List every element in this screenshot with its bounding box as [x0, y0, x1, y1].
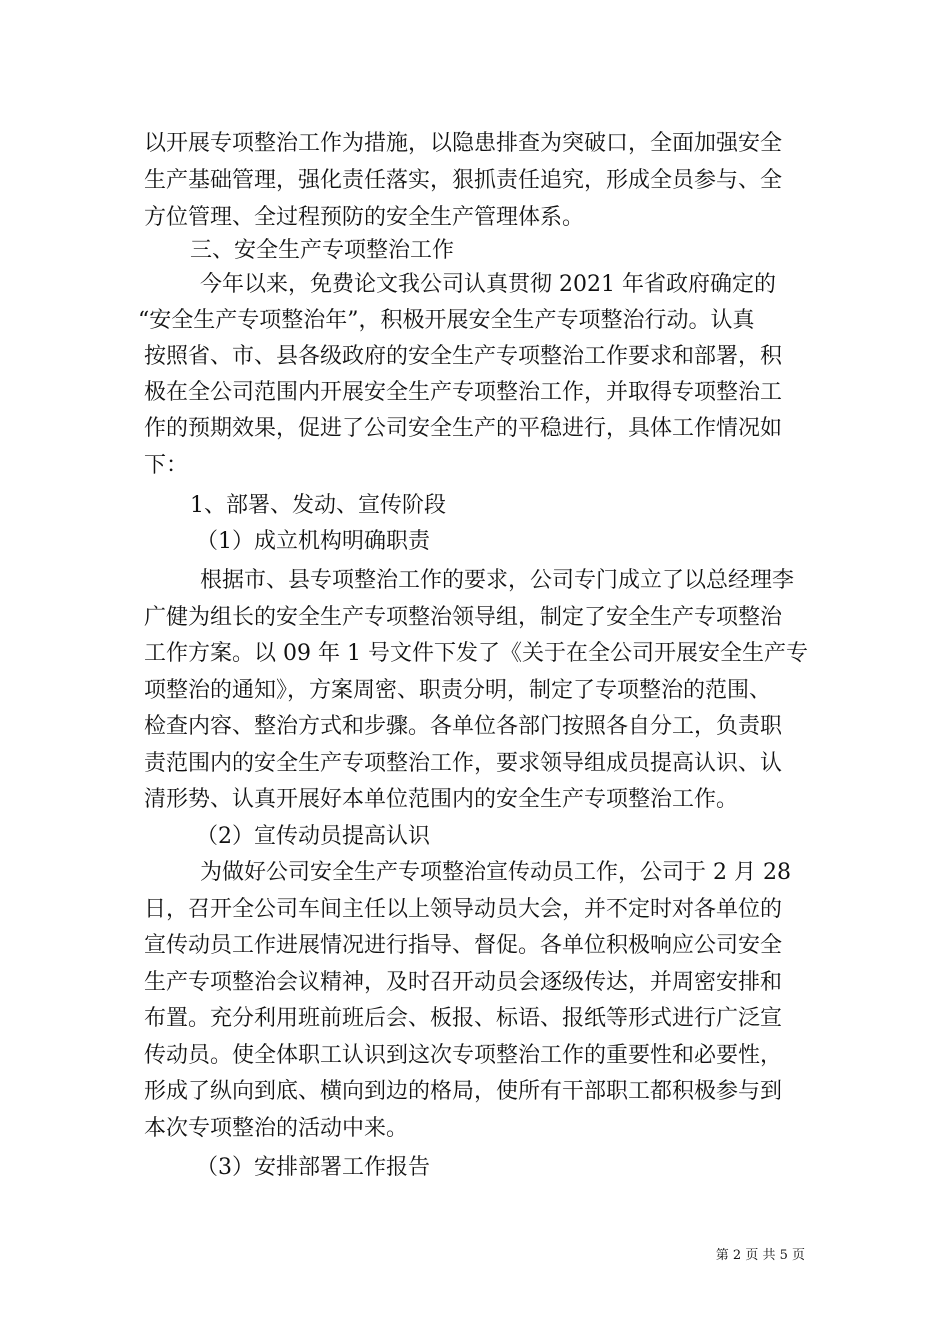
section-heading: 1、部署、发动、宣传阶段	[190, 493, 446, 518]
body-line: 检查内容、整治方式和步骤。各单位各部门按照各自分工，负责职	[144, 714, 783, 739]
body-line: 下：	[144, 453, 189, 478]
body-line: 作的预期效果，促进了公司安全生产的平稳进行，具体工作情况如	[144, 416, 783, 441]
body-line: 本次专项整治的活动中来。	[144, 1116, 409, 1141]
body-line: 形成了纵向到底、横向到边的格局，使所有干部职工都积极参与到	[144, 1079, 783, 1104]
body-line: 责范围内的安全生产专项整治工作，要求领导组成员提高认识、认	[144, 751, 783, 776]
body-line: 生产基础管理，强化责任落实，狠抓责任追究，形成全员参与、全	[144, 168, 783, 193]
body-line: 工作方案。以 09 年 1 号文件下发了《关于在全公司开展安全生产专	[144, 641, 808, 666]
body-line: 传动员。使全体职工认识到这次专项整治工作的重要性和必要性，	[144, 1043, 783, 1068]
body-line: 为做好公司安全生产专项整治宣传动员工作，公司于 2 月 28	[200, 860, 791, 885]
body-line: 广健为组长的安全生产专项整治领导组，制定了安全生产专项整治	[144, 605, 783, 630]
body-line: 清形势、认真开展好本单位范围内的安全生产专项整治工作。	[144, 787, 739, 812]
subsection-heading: （2）宣传动员提高认识	[196, 824, 430, 849]
subsection-heading: （1）成立机构明确职责	[196, 529, 430, 554]
body-line: “安全生产专项整治年”，积极开展安全生产专项整治行动。认真	[138, 308, 755, 333]
body-line: 生产专项整治会议精神，及时召开动员会逐级传达，并周密安排和	[144, 970, 783, 995]
body-line: 按照省、市、县各级政府的安全生产专项整治工作要求和部署，积	[144, 344, 783, 369]
section-heading: 三、安全生产专项整治工作	[190, 238, 455, 263]
subsection-heading: （3）安排部署工作报告	[196, 1155, 430, 1180]
body-line: 日，召开全公司车间主任以上领导动员大会，并不定时对各单位的	[144, 897, 783, 922]
body-line: 项整治的通知》，方案周密、职责分明，制定了专项整治的范围、	[144, 678, 772, 703]
body-line: 今年以来，免费论文我公司认真贯彻 2021 年省政府确定的	[200, 272, 776, 297]
body-line: 根据市、县专项整治工作的要求，公司专门成立了以总经理李	[200, 568, 795, 593]
body-line: 极在全公司范围内开展安全生产专项整治工作，并取得专项整治工	[144, 380, 783, 405]
body-line: 宣传动员工作进展情况进行指导、督促。各单位积极响应公司安全	[144, 933, 783, 958]
page-number: 第 2 页 共 5 页	[715, 1248, 805, 1263]
body-line: 方位管理、全过程预防的安全生产管理体系。	[144, 205, 585, 230]
body-line: 以开展专项整治工作为措施，以隐患排查为突破口，全面加强安全	[144, 131, 783, 156]
body-line: 布置。充分利用班前班后会、板报、标语、报纸等形式进行广泛宣	[144, 1006, 783, 1031]
